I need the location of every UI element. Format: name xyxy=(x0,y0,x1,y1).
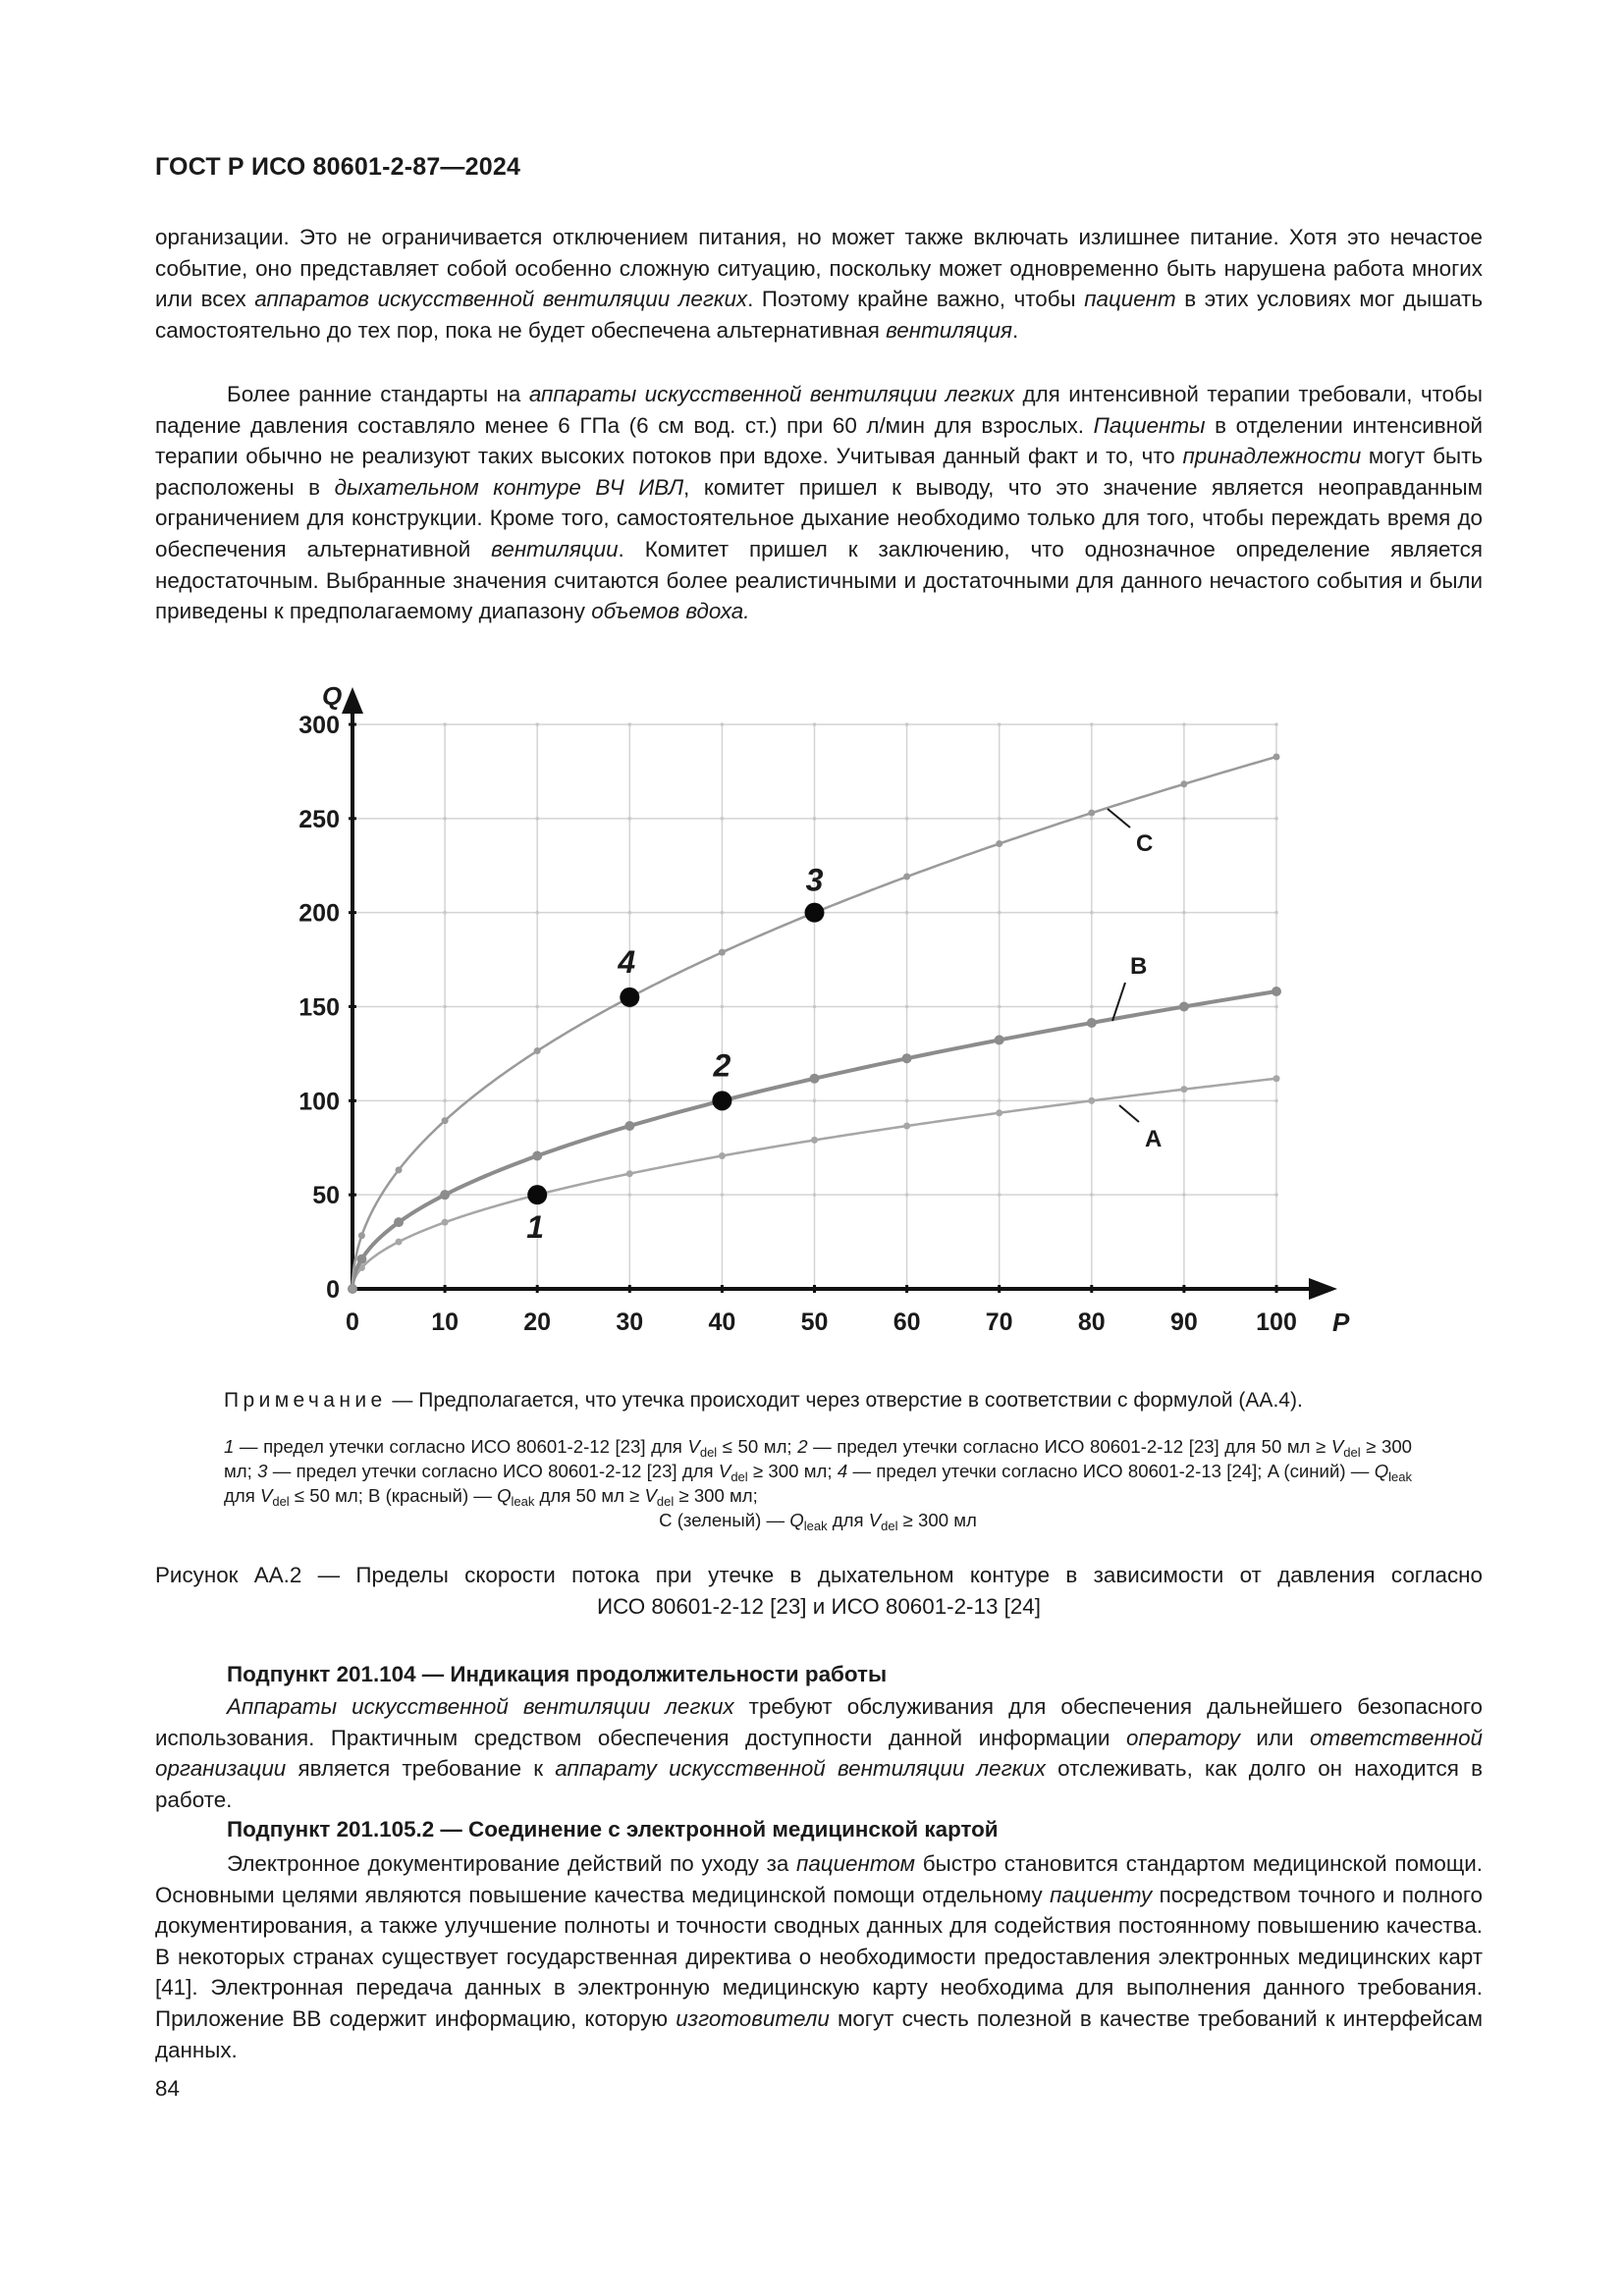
series-marker-b xyxy=(1087,1018,1097,1028)
italic-text: дыхательном контуре ВЧ ИВЛ xyxy=(334,474,684,500)
grid-intersection-dot xyxy=(443,722,447,726)
x-tick-label: 80 xyxy=(1077,1308,1106,1336)
subscript-text: del xyxy=(731,1469,748,1484)
grid-intersection-dot xyxy=(1182,1099,1186,1103)
italic-text: пациенту xyxy=(1050,1882,1153,1907)
grid-intersection-dot xyxy=(1090,911,1094,915)
italic-text: V xyxy=(687,1436,700,1457)
italic-text: пациент xyxy=(1084,287,1176,312)
document-header: ГОСТ Р ИСО 80601-2-87—2024 xyxy=(155,153,521,181)
grid-intersection-dot xyxy=(813,1005,817,1009)
series-marker-a xyxy=(903,1123,910,1130)
grid-intersection-dot xyxy=(721,817,725,821)
x-tick-label: 40 xyxy=(708,1308,736,1336)
series-marker-a xyxy=(396,1239,403,1246)
y-tick-label: 200 xyxy=(298,899,340,928)
series-marker-c xyxy=(626,994,633,1001)
x-tick-label: 60 xyxy=(893,1308,921,1336)
series-marker-b xyxy=(1179,1002,1189,1012)
page-number: 84 xyxy=(155,2076,180,2101)
figure-legend xyxy=(224,1434,1412,1508)
grid-intersection-dot xyxy=(1090,1005,1094,1009)
italic-text: принадлежности xyxy=(1182,444,1362,469)
grid-intersection-dot xyxy=(1182,817,1186,821)
y-tick-label: 50 xyxy=(312,1182,340,1210)
series-marker-a xyxy=(811,1137,818,1144)
grid-intersection-dot xyxy=(1090,817,1094,821)
grid-intersection-dot xyxy=(628,1193,632,1197)
text-run: является требование к xyxy=(286,1756,556,1782)
italic-text: V xyxy=(259,1485,273,1506)
grid-intersection-dot xyxy=(998,1099,1001,1103)
text-run: . xyxy=(1012,317,1019,343)
grid-intersection-dot xyxy=(813,1193,817,1197)
italic-text: аппараты искусственной вентиляции легких xyxy=(528,382,1015,406)
subscript-text: leak xyxy=(803,1519,828,1533)
text-run: для 50 мл ≥ xyxy=(534,1485,645,1506)
limit-point-label: 1 xyxy=(526,1209,545,1246)
series-marker-b xyxy=(624,1121,634,1131)
italic-text: вентиляция xyxy=(886,317,1012,343)
series-marker-a xyxy=(996,1109,1002,1116)
paragraph-intro xyxy=(155,222,1483,346)
series-marker-b xyxy=(810,1074,820,1084)
italic-text: Q xyxy=(789,1510,804,1530)
limit-point-1 xyxy=(527,1185,547,1204)
grid-intersection-dot xyxy=(813,817,817,821)
x-tick-label: 70 xyxy=(985,1308,1013,1336)
grid-intersection-dot xyxy=(443,911,447,915)
italic-text: Аппараты искусственной вентиляции легких xyxy=(227,1694,734,1719)
grid-intersection-dot xyxy=(1274,817,1278,821)
text-run: — предел утечки согласно ИСО 80601-2-12 [23] для 50 мл ≥ xyxy=(807,1436,1331,1457)
limit-point-2 xyxy=(712,1091,731,1110)
figure-note xyxy=(224,1389,1490,1413)
text-run: C (зеленый) — xyxy=(659,1510,790,1530)
series-marker-b xyxy=(394,1217,404,1227)
series-marker-b xyxy=(348,1284,357,1294)
grid-intersection-dot xyxy=(628,911,632,915)
text-run: в отделении интенсивной терапии обычно не реализуют таких высоких потоков при вдохе. Учитывая данный факт и то, что xyxy=(155,412,1483,469)
series-marker-c xyxy=(903,874,910,881)
italic-text: 1 xyxy=(224,1436,235,1457)
text-run: быстро становится стандартом медицинской помощи. Основными целями являются повышение качества медицинской помощи отдельному xyxy=(155,1851,1483,1907)
x-tick-label: 20 xyxy=(523,1308,552,1336)
text-run: ≥ 300 мл; xyxy=(224,1436,1412,1481)
grid-intersection-dot xyxy=(1274,722,1278,726)
grid-intersection-dot xyxy=(1182,722,1186,726)
x-tick-label: 10 xyxy=(431,1308,460,1336)
y-tick-label: 0 xyxy=(326,1276,340,1304)
series-marker-b xyxy=(717,1095,727,1105)
grid-intersection-dot xyxy=(998,1193,1001,1197)
grid-intersection-dot xyxy=(1090,1099,1094,1103)
italic-text: Пациенты xyxy=(1093,412,1206,438)
italic-text: пациентом xyxy=(796,1851,916,1876)
grid-intersection-dot xyxy=(998,817,1001,821)
italic-text: Q xyxy=(497,1485,512,1506)
x-tick-label: 30 xyxy=(616,1308,644,1336)
series-marker-a xyxy=(719,1152,726,1159)
series-marker-c xyxy=(1180,780,1187,787)
x-tick-label: 90 xyxy=(1169,1308,1198,1336)
subscript-text: leak xyxy=(1388,1469,1413,1484)
grid-intersection-dot xyxy=(628,817,632,821)
italic-text: 3 xyxy=(257,1461,268,1481)
series-marker-c xyxy=(719,949,726,956)
series-marker-b xyxy=(356,1255,366,1264)
series-marker-c xyxy=(442,1117,449,1124)
grid-intersection-dot xyxy=(813,911,817,915)
paragraph-operation-indication xyxy=(155,1691,1483,1815)
y-tick-label: 250 xyxy=(298,805,340,833)
grid-intersection-dot xyxy=(721,1099,725,1103)
text-run: ≥ 300 мл; xyxy=(674,1485,758,1506)
x-tick-label: 100 xyxy=(1256,1308,1297,1336)
y-axis-label: Q xyxy=(322,681,343,711)
text-run: ≤ 50 мл; B (красный) — xyxy=(289,1485,498,1506)
grid-intersection-dot xyxy=(535,1193,539,1197)
x-axis-label: P xyxy=(1332,1308,1350,1337)
text-run: в этих условиях мог дышать самостоятельно до тех пор, пока не будет обеспечена альтернативная xyxy=(155,287,1484,343)
italic-text: V xyxy=(718,1461,731,1481)
grid-intersection-dot xyxy=(905,1193,909,1197)
x-axis-arrow-icon xyxy=(1309,1278,1337,1300)
limit-point-label: 4 xyxy=(618,943,636,980)
grid-intersection-dot xyxy=(535,911,539,915)
text-run: Более ранние стандарты на xyxy=(227,382,529,406)
grid-intersection-dot xyxy=(1182,1193,1186,1197)
x-tick-label: 50 xyxy=(800,1308,829,1336)
y-tick-label: 150 xyxy=(298,993,340,1022)
note-label: Примечание xyxy=(224,1389,387,1412)
series-marker-a xyxy=(1088,1097,1095,1104)
text-run: — предел утечки согласно ИСО 80601-2-12 [23] для xyxy=(267,1461,719,1481)
y-tick-label: 300 xyxy=(298,712,340,739)
grid-intersection-dot xyxy=(905,911,909,915)
grid-intersection-dot xyxy=(998,911,1001,915)
text-run: или xyxy=(1239,1725,1311,1750)
series-marker-b xyxy=(902,1053,912,1063)
grid-intersection-dot xyxy=(1274,911,1278,915)
series-line-a xyxy=(352,1079,1276,1289)
limit-point-label: 2 xyxy=(713,1047,731,1084)
text-run: отслеживать, как долго он находится в работе. xyxy=(155,1756,1484,1812)
limit-point-4 xyxy=(620,988,639,1007)
italic-text: ответственной организации xyxy=(155,1725,1483,1782)
subscript-text: del xyxy=(881,1519,898,1533)
grid-intersection-dot xyxy=(628,722,632,726)
grid-intersection-dot xyxy=(813,1099,817,1103)
y-axis-arrow-icon xyxy=(342,687,363,714)
curve-label-leader xyxy=(1112,983,1125,1021)
limit-point-3 xyxy=(805,903,825,923)
text-run: для интенсивной терапии требовали, чтобы падение давления составляло менее 6 ГПа (6 см вод. ст.) при 60 л/мин для взрослых. xyxy=(155,382,1484,438)
series-marker-c xyxy=(534,1047,541,1054)
x-tick-label: 0 xyxy=(346,1308,359,1336)
y-tick-label: 100 xyxy=(298,1088,340,1116)
series-marker-c xyxy=(350,1286,356,1293)
text-run: . Поэтому крайне важно, чтобы xyxy=(747,287,1085,312)
subscript-text: del xyxy=(1343,1445,1361,1460)
series-marker-b xyxy=(1272,987,1281,996)
italic-text: V xyxy=(1330,1436,1344,1457)
limit-point-label: 3 xyxy=(805,862,824,898)
italic-text: V xyxy=(644,1485,657,1506)
subheading-201-105-2: Подпункт 201.105.2 — Соединение с электронной медицинской картой xyxy=(227,1817,999,1842)
grid-intersection-dot xyxy=(443,1193,447,1197)
grid-intersection-dot xyxy=(1274,1193,1278,1197)
series-marker-a xyxy=(626,1170,633,1177)
figure-caption-line2: ИСО 80601-2-12 [23] и ИСО 80601-2-13 [24] xyxy=(597,1593,1041,1619)
series-marker-a xyxy=(1273,1075,1280,1082)
series-marker-c xyxy=(996,840,1002,847)
italic-text: 4 xyxy=(837,1461,848,1481)
text-run: , комитет пришел к выводу, что это значение является неоправданным ограничением для конструкции. Кроме того, самостоятельное дыхание необходимо только для того, чтобы переждать время до обеспечения альтернативной xyxy=(155,474,1483,561)
text-run: требуют обслуживания для обеспечения дальнейшего безопасного использования. Практичным средством обеспечения доступности данной информации xyxy=(155,1694,1484,1750)
grid-intersection-dot xyxy=(721,722,725,726)
subscript-text: del xyxy=(272,1494,290,1509)
text-run: организации. Это не ограничивается отключением питания, но может также включать излишнее питание. Хотя это нечастое событие, оно представляет собой особенно сложную ситуацию, поскольку может одновременно быть нарушена работа многих или всех xyxy=(155,225,1483,312)
series-marker-c xyxy=(358,1232,365,1239)
text-run: могут счесть полезной в качестве требований к интерфейсам данных. xyxy=(155,2005,1483,2062)
grid-intersection-dot xyxy=(721,1005,725,1009)
curve-label-leader xyxy=(1108,809,1130,828)
text-run: для xyxy=(827,1510,869,1530)
grid-intersection-dot xyxy=(1090,1193,1094,1197)
paragraph-electronic-record xyxy=(155,1848,1483,2065)
grid-intersection-dot xyxy=(1182,1005,1186,1009)
grid-intersection-dot xyxy=(443,1099,447,1103)
series-marker-a xyxy=(1180,1086,1187,1093)
grid-intersection-dot xyxy=(721,911,725,915)
italic-text: изготовители xyxy=(676,2005,830,2031)
grid-intersection-dot xyxy=(1274,1005,1278,1009)
text-run: ≥ 300 мл; xyxy=(747,1461,838,1481)
curve-label-b: B xyxy=(1130,953,1148,980)
series-marker-b xyxy=(995,1035,1004,1044)
series-marker-a xyxy=(442,1219,449,1226)
text-run: — предел утечки согласно ИСО 80601-2-12 [23] для xyxy=(234,1436,688,1457)
grid-intersection-dot xyxy=(905,817,909,821)
text-run: — предел утечки согласно ИСО 80601-2-13 [24]; A (синий) — xyxy=(847,1461,1375,1481)
figure-caption-line1: Рисунок АА.2 — Пределы скорости потока при утечке в дыхательном контуре в зависимости от давления согласно xyxy=(155,1563,1483,1587)
figure-caption xyxy=(155,1560,1483,1622)
italic-text: Q xyxy=(1374,1461,1389,1481)
grid-intersection-dot xyxy=(1090,722,1094,726)
grid-intersection-dot xyxy=(443,1005,447,1009)
curve-label-a: A xyxy=(1145,1126,1163,1152)
grid-intersection-dot xyxy=(535,817,539,821)
italic-text: объемов вдоха. xyxy=(591,599,750,624)
series-marker-c xyxy=(1088,810,1095,817)
italic-text: вентиляции xyxy=(491,536,619,561)
subscript-text: del xyxy=(656,1494,675,1509)
note-text: — Предполагается, что утечка происходит через отверстие в соответствии с формулой (АА.4). xyxy=(386,1389,1303,1412)
grid-intersection-dot xyxy=(905,722,909,726)
grid-intersection-dot xyxy=(628,1005,632,1009)
grid-intersection-dot xyxy=(721,1193,725,1197)
italic-text: аппаратов искусственной вентиляции легких xyxy=(254,287,748,312)
text-run: . Комитет пришел к заключению, что однозначное определение является недостаточным. Выбранные значения считаются более реалистичными и достаточными для данного нечастого события и были приведены к предполагаемому диапазону xyxy=(155,536,1484,624)
grid-intersection-dot xyxy=(1274,1099,1278,1103)
series-marker-b xyxy=(532,1150,542,1160)
text-run: посредством точного и полного документирования, а также улучшение полноты и точности сводных данных для содействия постоянному повышению качества. В некоторых странах существует государственная директива о необходимости предоставления электронных медицинских карт [41]. Электронная передача данных в электронную медицинскую карту необходима для выполнения данного требования. Приложение ВВ содержит информацию, которую xyxy=(155,1882,1483,2031)
grid-intersection-dot xyxy=(813,722,817,726)
grid-intersection-dot xyxy=(535,1099,539,1103)
grid-intersection-dot xyxy=(905,1099,909,1103)
series-marker-b xyxy=(440,1190,450,1200)
grid-intersection-dot xyxy=(535,722,539,726)
text-run: ≥ 300 мл xyxy=(897,1510,977,1530)
grid-intersection-dot xyxy=(443,817,447,821)
grid-intersection-dot xyxy=(628,1099,632,1103)
figure-legend-last-line xyxy=(224,1508,1412,1532)
series-marker-c xyxy=(1273,753,1280,760)
subscript-text: leak xyxy=(511,1494,535,1509)
subheading-201-104: Подпункт 201.104 — Индикация продолжительности работы xyxy=(227,1662,888,1686)
grid-intersection-dot xyxy=(998,1005,1001,1009)
paragraph-earlier-standards xyxy=(155,379,1483,627)
text-run: для xyxy=(224,1485,260,1506)
grid-intersection-dot xyxy=(905,1005,909,1009)
text-run: могут быть расположены в xyxy=(155,444,1483,500)
series-line-b xyxy=(352,991,1276,1289)
curve-label-c: C xyxy=(1136,830,1154,857)
subscript-text: del xyxy=(699,1445,718,1460)
grid-intersection-dot xyxy=(1182,911,1186,915)
text-run: Электронное документирование действий по уходу за xyxy=(227,1851,797,1876)
series-marker-c xyxy=(811,909,818,916)
series-marker-a xyxy=(358,1264,365,1271)
text-run: ≤ 50 мл; xyxy=(717,1436,798,1457)
grid-intersection-dot xyxy=(535,1005,539,1009)
italic-text: оператору xyxy=(1126,1725,1240,1750)
italic-text: V xyxy=(868,1510,882,1530)
series-marker-a xyxy=(350,1286,356,1293)
series-marker-a xyxy=(534,1192,541,1199)
italic-text: аппарату искусственной вентиляции легких xyxy=(555,1756,1046,1782)
italic-text: 2 xyxy=(797,1436,808,1457)
series-line-c xyxy=(352,757,1276,1289)
curve-label-leader xyxy=(1119,1105,1139,1122)
series-marker-c xyxy=(396,1166,403,1173)
grid-intersection-dot xyxy=(998,722,1001,726)
